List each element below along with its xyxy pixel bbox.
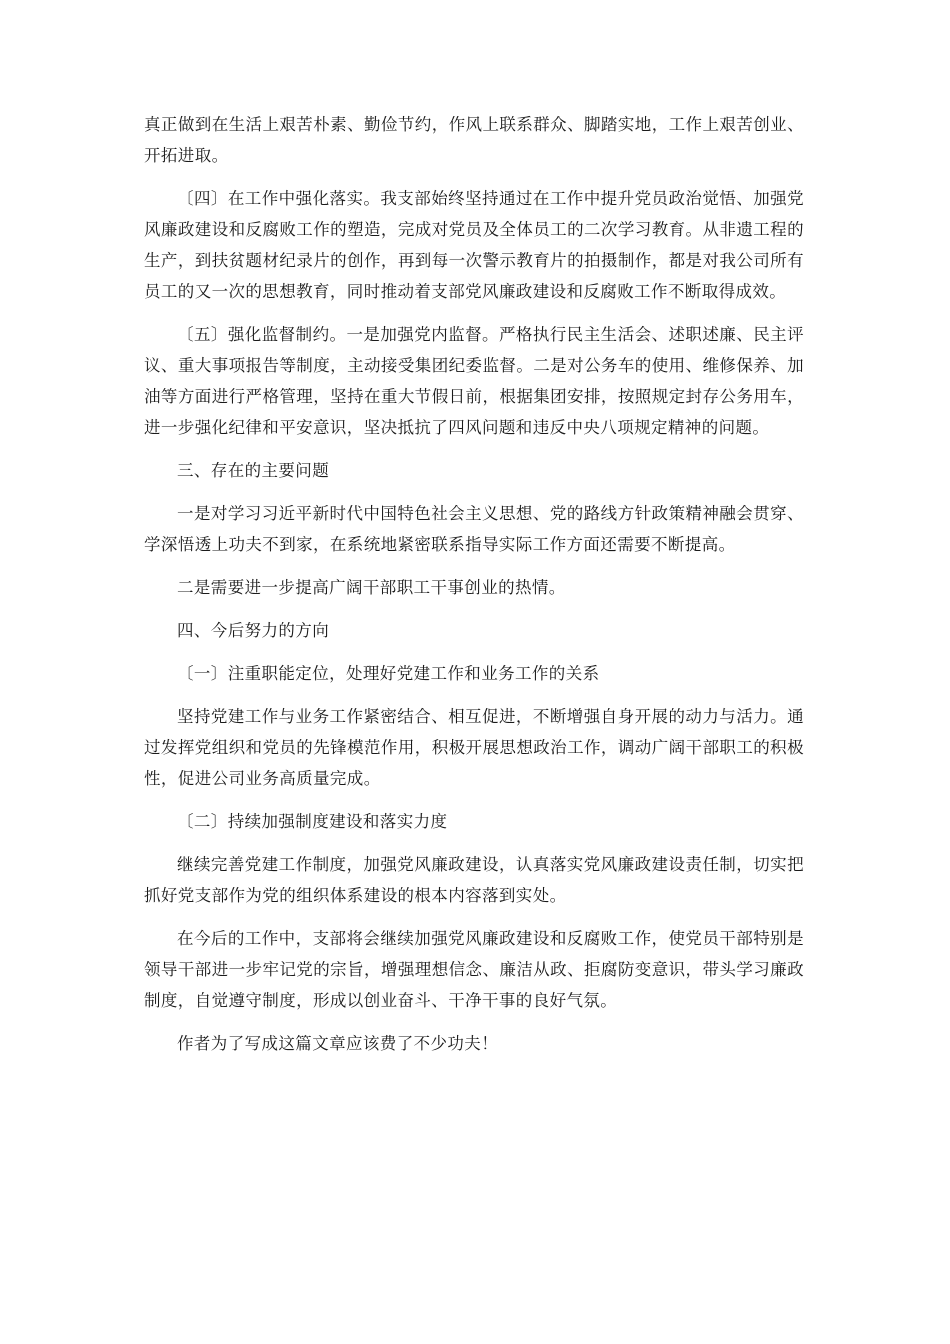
paragraph-problem-one: 一是对学习习近平新时代中国特色社会主义思想、党的路线方针政策精神融会贯穿、学深悟透上功夫不到家，在系统地紧密联系指导实际工作方面还需要不断提高。 <box>144 504 804 554</box>
paragraph-section-5-supervision: 〔五〕强化监督制约。一是加强党内监督。严格执行民主生活会、述职述廉、民主评议、重大事项报告等制度，主动接受集团纪委监督。二是对公务车的使用、维修保养、加油等方面进行严格管理，坚持在重大节假日前，根据集团安排，按照规定封存公务用车，进一步强化纪律和平安意识，坚决抵抗了四风问题和违反中央八项规定精神的问题。 <box>144 325 804 437</box>
document-body <box>144 109 804 1071</box>
subheading-system-building: 〔二〕持续加强制度建设和落实力度 <box>177 812 448 831</box>
paragraph-problem-two: 二是需要进一步提高广阔干部职工干事创业的热情。 <box>177 578 566 597</box>
paragraph-system-building: 继续完善党建工作制度，加强党风廉政建设，认真落实党风廉政建设责任制，切实把抓好党支部作为党的组织体系建设的根本内容落到实处。 <box>144 855 804 905</box>
heading-future-direction: 四、今后努力的方向 <box>177 621 330 640</box>
heading-main-problems: 三、存在的主要问题 <box>177 461 330 480</box>
paragraph-function-positioning: 坚持党建工作与业务工作紧密结合、相互促进，不断增强自身开展的动力与活力。通过发挥党组织和党员的先锋模范作用，积极开展思想政治工作，调动广阔干部职工的积极性，促进公司业务高质量完成。 <box>144 707 804 788</box>
subheading-function-positioning: 〔一〕注重职能定位，处理好党建工作和业务工作的关系 <box>177 664 600 683</box>
paragraph-closing-remark: 作者为了写成这篇文章应该费了不少功夫！ <box>177 1034 499 1053</box>
paragraph-continuation: 真正做到在生活上艰苦朴素、勤俭节约，作风上联系群众、脚踏实地，工作上艰苦创业、开拓进取。 <box>144 115 804 165</box>
paragraph-future-work: 在今后的工作中，支部将会继续加强党风廉政建设和反腐败工作，使党员干部特别是领导干部进一步牢记党的宗旨，增强理想信念、廉洁从政、拒腐防变意识，带头学习廉政制度，自觉遵守制度，形成以创业奋斗、干净干事的良好气氛。 <box>144 929 804 1010</box>
paragraph-section-4-implementation: 〔四〕在工作中强化落实。我支部始终坚持通过在工作中提升党员政治觉悟、加强党风廉政建设和反腐败工作的塑造，完成对党员及全体员工的二次学习教育。从非遗工程的生产，到扶贫题材纪录片的创作，再到每一次警示教育片的拍摄制作，都是对我公司所有员工的又一次的思想教育，同时推动着支部党风廉政建设和反腐败工作不断取得成效。 <box>144 189 804 301</box>
